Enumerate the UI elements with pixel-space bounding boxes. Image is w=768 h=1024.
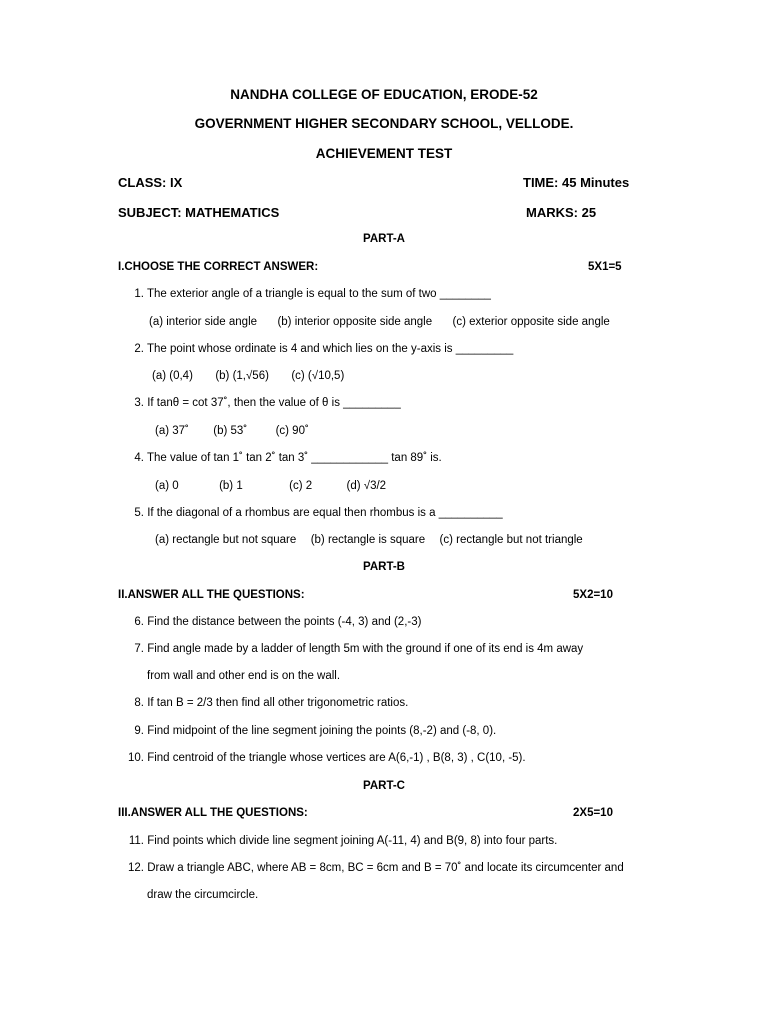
question-number: 8. <box>134 697 144 709</box>
part-b-title: PART-B <box>363 561 405 573</box>
option-c: (c) 90˚ <box>275 425 309 437</box>
part-c-section: III.ANSWER ALL THE QUESTIONS: <box>118 807 308 819</box>
question-11 <box>116 835 557 847</box>
subject-label: SUBJECT: MATHEMATICS <box>118 205 280 220</box>
school-title: GOVERNMENT HIGHER SECONDARY SCHOOL, VELLODE. <box>194 116 574 131</box>
marks-label: MARKS: 25 <box>526 205 597 220</box>
option-b: (b) 53˚ <box>213 425 248 437</box>
question-number: 5. <box>134 507 144 519</box>
question-number: 6. <box>134 616 144 628</box>
question-number: 12. <box>128 862 144 874</box>
part-a-marks: 5X1=5 <box>588 261 622 273</box>
question-1-options <box>149 316 610 328</box>
question-7-continued: from wall and other end is on the wall. <box>147 670 341 682</box>
question-text: Find angle made by a ladder of length 5m with the ground if one of its end is 4m away <box>147 643 584 655</box>
option-a: (a) (0,4) <box>152 370 193 382</box>
question-6 <box>116 616 421 628</box>
question-number: 11. <box>128 835 144 847</box>
question-9 <box>116 725 496 737</box>
question-12 <box>116 862 624 874</box>
question-2 <box>116 343 513 355</box>
option-a: (a) interior side angle <box>149 316 258 328</box>
question-8 <box>116 697 408 709</box>
question-number: 2. <box>134 343 144 355</box>
question-4 <box>116 452 442 464</box>
college-title: NANDHA COLLEGE OF EDUCATION, ERODE-52 <box>230 87 538 102</box>
question-3 <box>116 397 401 409</box>
question-text: The exterior angle of a triangle is equal to the sum of two ________ <box>147 288 491 300</box>
question-12-continued: draw the circumcircle. <box>147 889 259 901</box>
question-10 <box>116 752 526 764</box>
option-d: (d) √3/2 <box>346 480 387 492</box>
question-text: Find the distance between the points (-4, 3) and (2,-3) <box>147 616 422 628</box>
question-text: Find midpoint of the line segment joining the points (8,-2) and (-8, 0). <box>147 725 497 737</box>
test-title: ACHIEVEMENT TEST <box>315 146 453 161</box>
question-number: 10. <box>128 752 144 764</box>
question-text: If tanθ = cot 37˚, then the value of θ is _________ <box>147 397 401 409</box>
question-5 <box>116 507 503 519</box>
option-c: (c) exterior opposite side angle <box>452 316 610 328</box>
question-text: Find centroid of the triangle whose vertices are A(6,-1) , B(8, 3) , C(10, -5). <box>147 752 526 764</box>
question-7 <box>116 643 583 655</box>
option-b: (b) 1 <box>219 480 243 492</box>
question-3-options <box>155 425 309 437</box>
part-a-title: PART-A <box>363 233 405 245</box>
question-text: The point whose ordinate is 4 and which lies on the y-axis is _________ <box>147 343 514 355</box>
part-a-section: I.CHOOSE THE CORRECT ANSWER: <box>118 261 319 273</box>
option-c: (c) (√10,5) <box>291 370 345 382</box>
part-c-marks: 2X5=10 <box>573 807 613 819</box>
option-c: (c) 2 <box>289 480 313 492</box>
option-a: (a) 0 <box>155 480 179 492</box>
question-number: 3. <box>134 397 144 409</box>
question-text: If tan B = 2/3 then find all other trigonometric ratios. <box>147 697 409 709</box>
question-1 <box>116 288 491 300</box>
part-b-marks: 5X2=10 <box>573 589 613 601</box>
question-5-options <box>155 534 583 546</box>
option-a: (a) 37˚ <box>155 425 189 437</box>
option-b: (b) interior opposite side angle <box>277 316 433 328</box>
question-text: Draw a triangle ABC, where AB = 8cm, BC = 6cm and B = 70˚ and locate its circumcenter and <box>147 862 624 874</box>
question-number: 4. <box>134 452 144 464</box>
question-number: 9. <box>134 725 144 737</box>
question-4-options <box>155 480 386 492</box>
option-b: (b) rectangle is square <box>310 534 426 546</box>
question-text: Find points which divide line segment joining A(-11, 4) and B(9, 8) into four parts. <box>147 835 558 847</box>
part-b-section: II.ANSWER ALL THE QUESTIONS: <box>118 589 305 601</box>
option-b: (b) (1,√56) <box>215 370 269 382</box>
question-2-options <box>152 370 344 382</box>
question-text: If the diagonal of a rhombus are equal then rhombus is a __________ <box>147 507 503 519</box>
option-c: (c) rectangle but not triangle <box>439 534 583 546</box>
question-number: 7. <box>134 643 144 655</box>
time-label: TIME: 45 Minutes <box>523 175 630 190</box>
option-a: (a) rectangle but not square <box>155 534 297 546</box>
class-label: CLASS: IX <box>118 175 183 190</box>
question-number: 1. <box>134 288 144 300</box>
part-c-title: PART-C <box>363 780 405 792</box>
question-text: The value of tan 1˚ tan 2˚ tan 3˚ ____________ tan 89˚ is. <box>147 452 442 464</box>
